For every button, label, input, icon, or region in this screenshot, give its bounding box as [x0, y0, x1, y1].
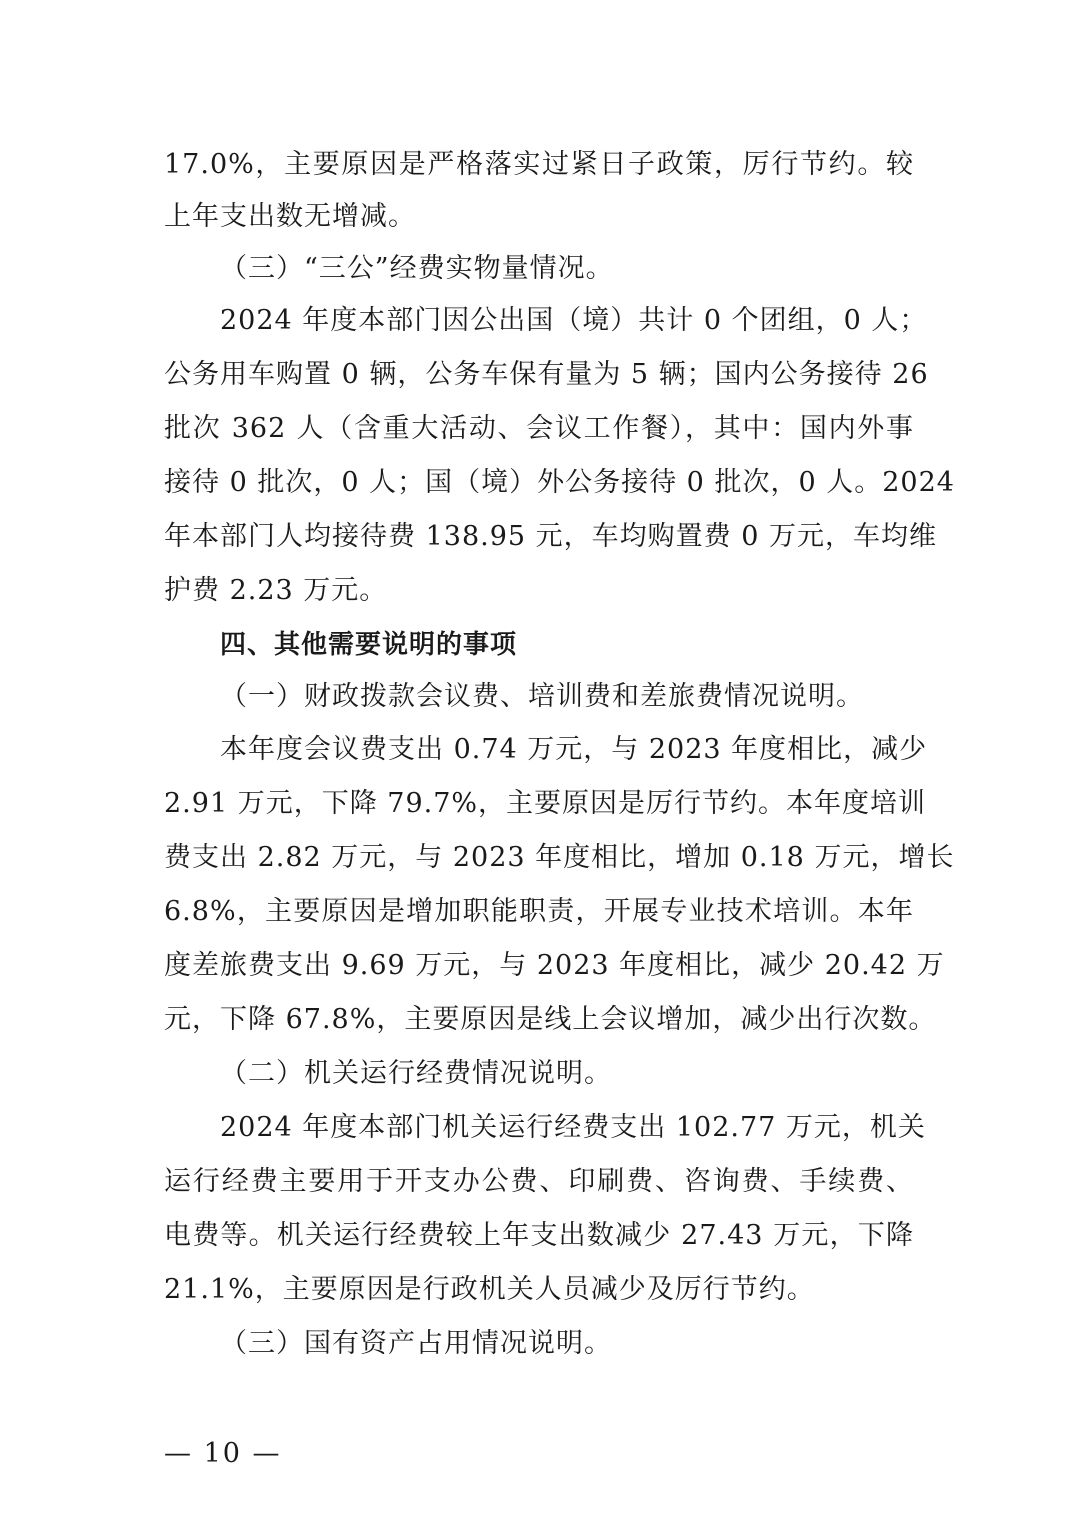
body-text-line: 17.0%，主要原因是严格落实过紧日子政策，厉行节约。较	[164, 149, 914, 180]
body-text-line: 2024 年度本部门机关运行经费支出 102.77 万元，机关	[220, 1112, 926, 1143]
body-text-line: 2024 年度本部门因公出国（境）共计 0 个团组，0 人；	[220, 305, 928, 336]
body-text-line: 电费等。机关运行经费较上年支出数减少 27.43 万元，下降	[164, 1220, 914, 1251]
page-number: — 10 —	[164, 1438, 282, 1469]
body-text-line: 2.91 万元，下降 79.7%，主要原因是厉行节约。本年度培训	[164, 788, 927, 819]
body-text-line: 费支出 2.82 万元，与 2023 年度相比，增加 0.18 万元，增长	[164, 842, 955, 873]
body-text-line: 6.8%，主要原因是增加职能职责，开展专业技术培训。本年	[164, 896, 914, 927]
section-heading: 四、其他需要说明的事项	[220, 630, 518, 660]
body-text-line: 运行经费主要用于开支办公费、印刷费、咨询费、手续费、	[164, 1166, 914, 1197]
subsection-heading: （一）财政拨款会议费、培训费和差旅费情况说明。	[220, 681, 864, 712]
body-text-line: 公务用车购置 0 辆，公务车保有量为 5 辆；国内公务接待 26	[164, 359, 929, 390]
subsection-heading: （三）“三公”经费实物量情况。	[220, 253, 614, 284]
body-text-line: 元，下降 67.8%，主要原因是线上会议增加，减少出行次数。	[164, 1004, 937, 1035]
subsection-heading: （二）机关运行经费情况说明。	[220, 1058, 612, 1089]
subsection-heading: （三）国有资产占用情况说明。	[220, 1328, 612, 1359]
body-text-line: 护费 2.23 万元。	[164, 575, 388, 606]
body-text-line: 批次 362 人（含重大活动、会议工作餐），其中：国内外事	[164, 413, 914, 444]
body-text-line: 上年支出数无增减。	[164, 201, 416, 232]
body-text-line: 接待 0 批次，0 人；国（境）外公务接待 0 批次，0 人。2024	[164, 467, 955, 498]
body-text-line: 本年度会议费支出 0.74 万元，与 2023 年度相比，减少	[220, 734, 928, 765]
body-text-line: 年本部门人均接待费 138.95 元，车均购置费 0 万元，车均维	[164, 521, 937, 552]
body-text-line: 度差旅费支出 9.69 万元，与 2023 年度相比，减少 20.42 万	[164, 950, 945, 981]
body-text-line: 21.1%，主要原因是行政机关人员减少及厉行节约。	[164, 1274, 815, 1305]
